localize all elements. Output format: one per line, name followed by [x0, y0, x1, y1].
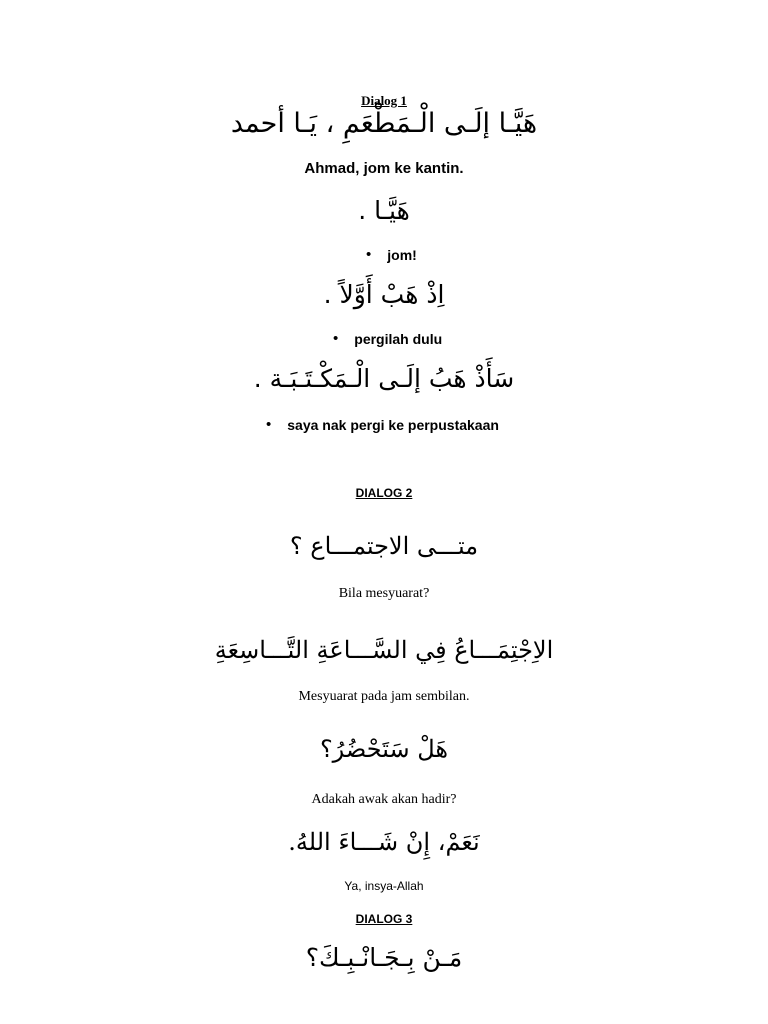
dialog1-line4-bullet-item [266, 416, 499, 433]
dialog1-line1-arabic: هَيَّـا إلَـى الْـمَطْعَمِ ، يَـا أحمد [230, 108, 538, 139]
dialog1-line2-bullet-item [366, 246, 417, 263]
dialog2-line1-translation: Bila mesyuarat? [338, 586, 430, 601]
dialog2-line2-translation: Mesyuarat pada jam sembilan. [298, 689, 470, 704]
dialog1-line3-bullet-item [333, 330, 442, 347]
dialog2-line2-arabic: الاِجْتِمَـــاعُ فِي السَّـــاعَةِ التَّـــاسِعَةِ [214, 636, 554, 664]
dialog3-heading: DIALOG 3 [355, 912, 413, 926]
dialog2-heading: DIALOG 2 [355, 486, 413, 500]
dialog2-line3-translation: Adakah awak akan hadir? [311, 792, 457, 807]
dialog2-line4-arabic: نَعَمْ، إِنْ شَـــاءَ اللهُ. [288, 828, 480, 856]
bullet-icon: • [366, 246, 372, 263]
dialog1-heading: Dialog 1 [361, 93, 407, 108]
bullet-icon: • [266, 416, 272, 433]
dialog1-line4-translation: saya nak pergi ke perpustakaan [287, 416, 499, 433]
dialog2-line4-translation: Ya, insya-Allah [344, 879, 424, 893]
dialog2-line1-arabic: متـــى الاجتمـــاع ؟ [289, 532, 479, 560]
dialog1-line3-translation: pergilah dulu [354, 330, 443, 347]
dialog1-line2-translation: jom! [387, 246, 417, 263]
dialog1-line2-arabic: هَيَّـا . [358, 196, 410, 225]
dialog2-line3-arabic: هَلْ سَتَحْضُرُ؟ [319, 735, 449, 763]
dialog1-line3-arabic: اِذْ هَبْ أَوَّلاً . [323, 280, 445, 309]
dialog1-line1-translation: Ahmad, jom ke kantin. [304, 160, 464, 177]
bullet-icon: • [333, 330, 339, 347]
dialog1-line4-arabic: سَأَذْ هَبُ إلَـى الْـمَكْـتَـبَـة . [253, 364, 515, 393]
dialog3-line1-arabic: مَـنْ بِـجَـانْـبِـكَ؟ [305, 943, 463, 972]
